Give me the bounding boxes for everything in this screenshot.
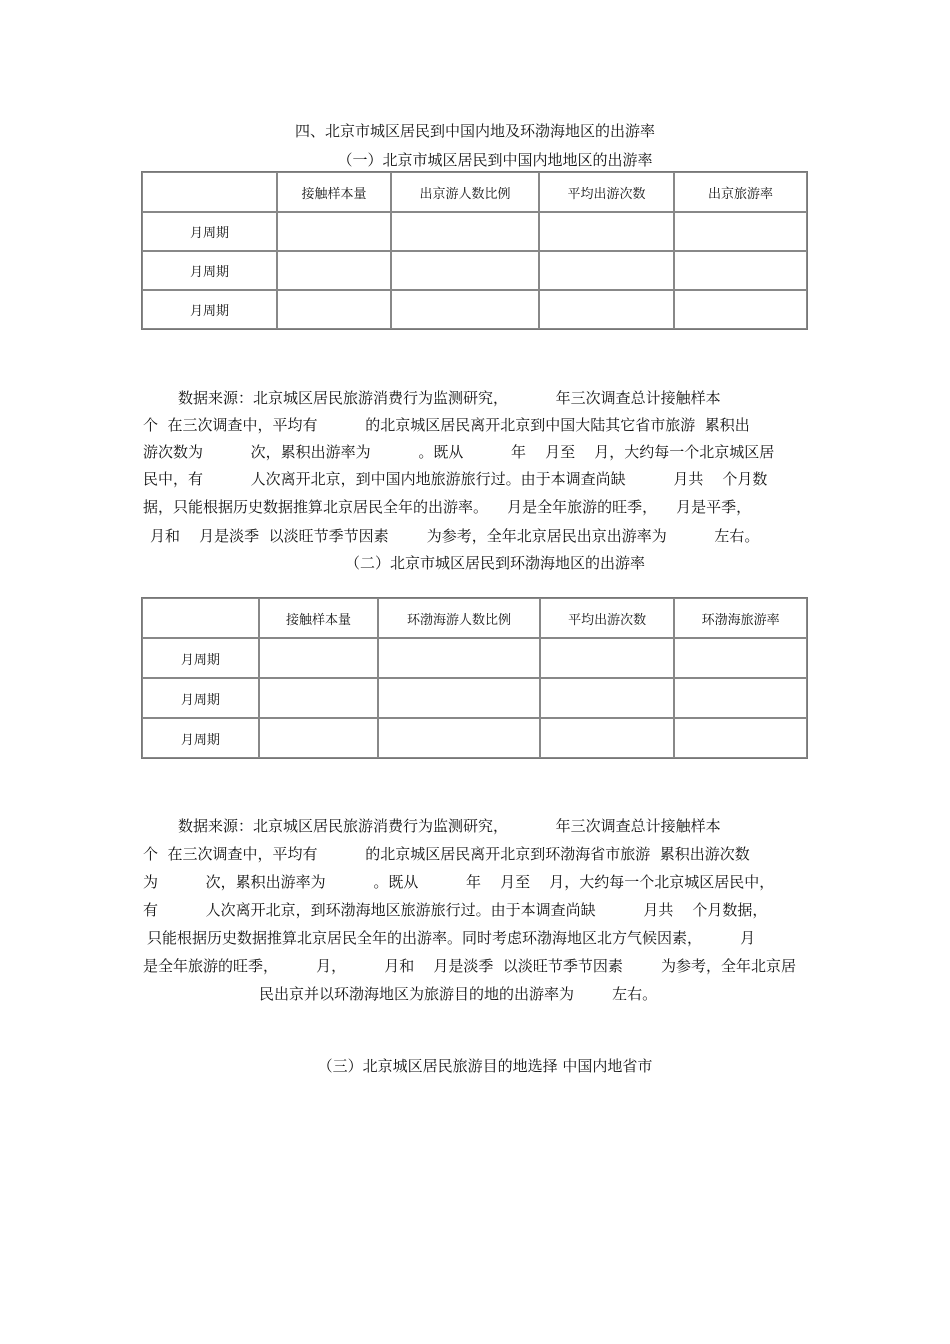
paragraph2-line: 是全年旅游的旺季， 月， 月和 月是淡季 以淡旺节季节因素 为参考，全年北京居 xyxy=(143,957,797,975)
header-cell: 平均出游次数 xyxy=(539,172,674,212)
paragraph1-line: 民中，有 人次离开北京，到中国内地旅游旅行过。由于本调查尚缺 月共 个月数 xyxy=(143,470,768,488)
table-cell xyxy=(259,678,379,718)
paragraph2-line: 个 在三次调查中，平均有 的北京城区居民离开北京到环渤海省市旅游 累积出游次数 xyxy=(143,845,750,863)
paragraph2-line: 数据来源：北京城区居民旅游消费行为监测研究， 年三次调查总计接触样本 xyxy=(178,817,721,835)
paragraph2-line: 民出京并以环渤海地区为旅游目的地的出游率为 左右。 xyxy=(259,985,658,1003)
table-cell xyxy=(391,212,539,251)
table-cell xyxy=(378,638,540,678)
header-cell: 环渤海旅游率 xyxy=(674,598,807,638)
table-cell xyxy=(277,290,391,329)
table-cell xyxy=(674,638,807,678)
table-cell xyxy=(539,212,674,251)
header-cell: 出京旅游率 xyxy=(674,172,807,212)
paragraph1-line: 月和 月是淡季 以淡旺节季节因素 为参考，全年北京居民出京出游率为 左右。 xyxy=(150,527,760,545)
table-cell xyxy=(674,290,807,329)
table-cell xyxy=(674,251,807,290)
table-cell xyxy=(391,290,539,329)
header-cell: 出京游人数比例 xyxy=(391,172,539,212)
section1-title: （一）北京市城区居民到中国内地地区的出游率 xyxy=(337,151,653,169)
header-cell: 平均出游次数 xyxy=(540,598,675,638)
section3-title: （三）北京城区居民旅游目的地选择 中国内地省市 xyxy=(317,1057,653,1075)
row-label: 月周期 xyxy=(142,718,259,758)
row-label: 月周期 xyxy=(142,678,259,718)
row-label: 月周期 xyxy=(142,251,277,290)
header-cell: 环渤海游人数比例 xyxy=(378,598,540,638)
table-cell xyxy=(378,678,540,718)
row-label: 月周期 xyxy=(142,290,277,329)
table-cell xyxy=(539,290,674,329)
header-cell: 接触样本量 xyxy=(277,172,391,212)
table-cell xyxy=(277,212,391,251)
table-cell xyxy=(391,251,539,290)
paragraph1-line: 游次数为 次，累积出游率为 。既从 年 月至 月，大约每一个北京城区居 xyxy=(143,443,775,461)
table-mainland xyxy=(141,171,808,330)
table-cell xyxy=(540,678,675,718)
table-cell xyxy=(674,212,807,251)
table-bohai xyxy=(141,597,808,759)
section2-title: （二）北京市城区居民到环渤海地区的出游率 xyxy=(344,554,645,572)
table-cell xyxy=(674,678,807,718)
paragraph2-line: 只能根据历史数据推算北京居民全年的出游率。同时考虑环渤海地区北方气候因素， 月 xyxy=(147,929,756,947)
main-heading: 四、北京市城区居民到中国内地及环渤海地区的出游率 xyxy=(294,122,655,140)
table-cell xyxy=(539,251,674,290)
paragraph2-line: 为 次，累积出游率为 。既从 年 月至 月，大约每一个北京城区居民中， xyxy=(143,873,775,891)
paragraph1-line: 据，只能根据历史数据推算北京居民全年的出游率。 月是全年旅游的旺季， 月是平季， xyxy=(143,498,752,516)
paragraph1-line: 个 在三次调查中，平均有 的北京城区居民离开北京到中国大陆其它省市旅游 累积出 xyxy=(143,416,750,434)
table-cell xyxy=(259,718,379,758)
table-cell xyxy=(540,718,675,758)
paragraph1-line: 数据来源：北京城区居民旅游消费行为监测研究， 年三次调查总计接触样本 xyxy=(178,389,721,407)
table-cell xyxy=(277,251,391,290)
table-cell xyxy=(378,718,540,758)
header-cell-empty xyxy=(142,598,259,638)
header-cell-empty xyxy=(142,172,277,212)
row-label: 月周期 xyxy=(142,212,277,251)
table-cell xyxy=(674,718,807,758)
table-cell xyxy=(540,638,675,678)
row-label: 月周期 xyxy=(142,638,259,678)
header-cell: 接触样本量 xyxy=(259,598,379,638)
table-cell xyxy=(259,638,379,678)
paragraph2-line: 有 人次离开北京，到环渤海地区旅游旅行过。由于本调查尚缺 月共 个月数据， xyxy=(143,901,768,919)
